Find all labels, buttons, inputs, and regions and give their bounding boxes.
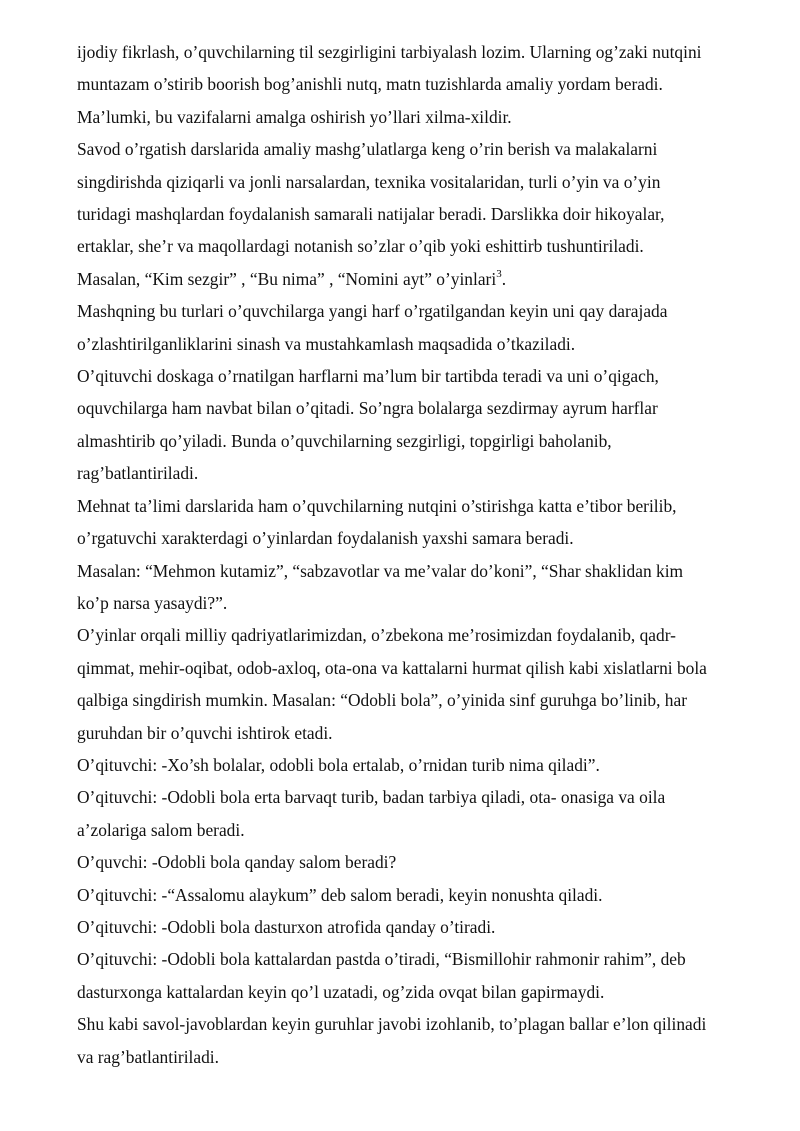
text-line: ko’p narsa yasaydi?”. <box>77 592 228 613</box>
text-line: qimmat, mehir-oqibat, odob-axloq, ota-ona va kattalarni hurmat qilish kabi xislatlarni bola <box>77 657 707 678</box>
text-line: O’qituvchi: -Xo’sh bolalar, odobli bola ertalab, o’rnidan turib nima qiladi”. <box>77 754 600 775</box>
text-line: turidagi mashqlardan foydalanish samarali natijalar beradi. Darslikka doir hikoyalar, <box>77 204 665 225</box>
dialogue-line-5 <box>77 911 767 943</box>
footnote-ref[interactable]: 3 <box>496 268 502 281</box>
paragraph-5 <box>77 360 767 490</box>
text-line: Shu kabi savol-javoblardan keyin guruhlar javobi izohlanib, to’plagan ballar e’lon qilinadi <box>77 1014 707 1035</box>
dialogue-line-3 <box>77 846 767 878</box>
text-line: Mashqning bu turlari o’quvchilarga yangi harf o’rgatilgandan keyin uni qay darajada <box>77 301 668 322</box>
text-line: O’qituvchi doskaga o’rnatilgan harflarni ma’lum bir tartibda teradi va uni o’qigach, <box>77 366 659 387</box>
text-line: ijodiy fikrlash, o’quvchilarning til sezgirligini tarbiyalash lozim. Ularning og’zaki nutqini <box>77 42 702 62</box>
dialogue-line-6 <box>77 943 767 1008</box>
text-line: Masalan: “Mehmon kutamiz”, “sabzavotlar va me’valar do’koni”, “Shar shaklidan kim <box>77 560 684 581</box>
sentence-end: . <box>501 268 507 289</box>
text-line: singdirishda qiziqarli va jonli narsalardan, texnika vositalaridan, turli o’yin va o’yin <box>77 171 661 192</box>
paragraph-6 <box>77 490 767 555</box>
text-line <box>77 263 767 295</box>
dialogue-line-2 <box>77 781 767 846</box>
dialogue-line-4 <box>77 879 767 911</box>
document-body <box>77 36 767 1073</box>
dialogue-line-1 <box>77 749 767 781</box>
text-line: Ma’lumki, bu vazifalarni amalga oshirish yo’llari xilma-xildir. <box>77 106 512 127</box>
text-line: a’zolariga salom beradi. <box>77 819 245 840</box>
paragraph-3 <box>77 263 767 295</box>
text-line: oquvchilarga ham navbat bilan o’qitadi. So’ngra bolalarga sezdirmay ayrum harflar <box>77 398 658 419</box>
text-line: O’qituvchi: -Odobli bola kattalardan pastda o’tiradi, “Bismillohir rahmonir rahim”, deb <box>77 949 686 970</box>
text-line: O’qituvchi: -Odobli bola dasturxon atrofida qanday o’tiradi. <box>77 916 496 937</box>
text-line: O’yinlar orqali milliy qadriyatlarimizdan, o’zbekona me’rosimizdan foydalanib, qadr- <box>77 625 676 646</box>
text-line: ertaklar, she’r va maqollardagi notanish so’zlar o’qib yoki eshittirb tushuntiriladi. <box>77 236 644 257</box>
text-line: guruhdan bir o’quvchi ishtirok etadi. <box>77 722 333 743</box>
text-line: almashtirib qo’yiladi. Bunda o’quvchilarning sezgirligi, topgirligi baholanib, <box>77 430 612 451</box>
text-line: O’qituvchi: -Odobli bola erta barvaqt turib, badan tarbiya qiladi, ota- onasiga va oila <box>77 787 666 808</box>
paragraph-2 <box>77 133 767 263</box>
text-line: muntazam o’stirib boorish bog’anishli nutq, matn tuzishlarda amaliy yordam beradi. <box>77 74 663 95</box>
paragraph-1 <box>77 36 767 133</box>
text-line: Savod o’rgatish darslarida amaliy mashg’ulatlarga keng o’rin berish va malakalarni <box>77 139 658 160</box>
text-line: o’rgatuvchi xarakterdagi o’yinlardan foydalanish yaxshi samara beradi. <box>77 528 574 549</box>
text-line: rag’batlantiriladi. <box>77 463 199 484</box>
paragraph-final <box>77 1008 767 1073</box>
paragraph-7 <box>77 555 767 620</box>
text-line: o’zlashtirilganliklarini sinash va mustahkamlash maqsadida o’tkaziladi. <box>77 333 576 354</box>
text-line: qalbiga singdirish mumkin. Masalan: “Odobli bola”, o’yinida sinf guruhga bo’linib, har <box>77 690 688 711</box>
examples-text: Masalan, “Kim sezgir” , “Bu nima” , “Nomini ayt” o’yinlari <box>77 268 497 289</box>
text-line: va rag’batlantiriladi. <box>77 1046 219 1067</box>
paragraph-8 <box>77 619 767 749</box>
paragraph-4 <box>77 295 767 360</box>
text-line: O’qituvchi: -“Assalomu alaykum” deb salom beradi, keyin nonushta qiladi. <box>77 884 603 905</box>
text-line: dasturxonga kattalardan keyin qo’l uzatadi, og’zida ovqat bilan gapirmaydi. <box>77 981 605 1002</box>
text-line: Mehnat ta’limi darslarida ham o’quvchilarning nutqini o’stirishga katta e’tibor berilib, <box>77 495 677 516</box>
text-line: O’quvchi: -Odobli bola qanday salom beradi? <box>77 852 397 873</box>
